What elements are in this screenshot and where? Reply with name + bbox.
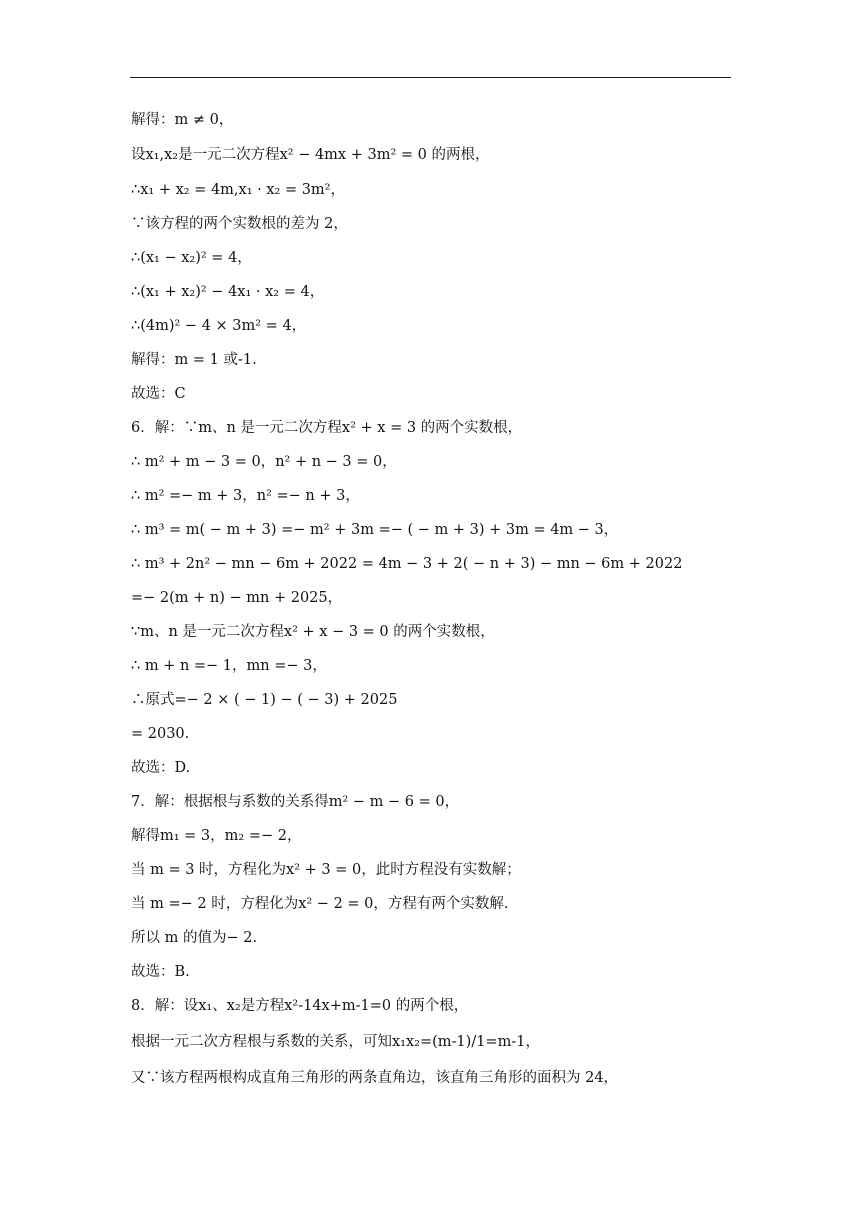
text-line: ∴ m + n =− 1，mn =− 3，	[131, 658, 327, 674]
text-line: 解得m₁ = 3，m₂ =− 2，	[131, 828, 302, 844]
header-rule	[130, 77, 731, 78]
text-line: ∵m、n 是一元二次方程x² + x − 3 = 0 的两个实数根，	[131, 624, 495, 640]
text-line: 6．解：∵m、n 是一元二次方程x² + x = 3 的两个实数根，	[131, 420, 523, 436]
text-line: 8．解：设x₁、x₂是方程x²-14x+m-1=0 的两个根，	[131, 998, 469, 1014]
text-line: ∴ m² + m − 3 = 0，n² + n − 3 = 0，	[131, 454, 397, 470]
text-line: ∴原式=− 2 × ( − 1) − ( − 3) + 2025	[131, 692, 398, 708]
text-line: ∴(x₁ + x₂)² − 4x₁ · x₂ = 4，	[131, 284, 325, 300]
text-line: 设x₁,x₂是一元二次方程x² − 4mx + 3m² = 0 的两根，	[131, 147, 490, 163]
text-line: 当 m =− 2 时，方程化为x² − 2 = 0，方程有两个实数解.	[131, 896, 509, 912]
text-line: ∴ m² =− m + 3，n² =− n + 3，	[131, 488, 360, 504]
text-line: 故选：B.	[131, 964, 190, 980]
text-line: ∴(4m)² − 4 × 3m² = 4，	[131, 318, 307, 334]
text-line: 故选：C	[131, 386, 186, 402]
text-line: 当 m = 3 时，方程化为x² + 3 = 0，此时方程没有实数解；	[131, 862, 521, 878]
text-line: =− 2(m + n) − mn + 2025，	[131, 590, 343, 606]
text-line: 所以 m 的值为− 2.	[131, 930, 258, 946]
text-line: ∴x₁ + x₂ = 4m,x₁ · x₂ = 3m²，	[131, 182, 345, 198]
text-line: 解得：m = 1 或-1.	[131, 352, 257, 368]
text-line: ∴(x₁ − x₂)² = 4，	[131, 250, 252, 266]
text-line: ∴ m³ = m( − m + 3) =− m² + 3m =− ( − m + 3) + 3m = 4m − 3，	[131, 522, 619, 538]
text-line: = 2030.	[131, 726, 190, 742]
text-line: 7．解：根据根与系数的关系得m² − m − 6 = 0，	[131, 794, 460, 810]
text-line: 又∵该方程两根构成直角三角形的两条直角边，该直角三角形的面积为 24，	[131, 1070, 619, 1086]
text-line: 故选：D.	[131, 760, 191, 776]
text-line: ∴ m³ + 2n² − mn − 6m + 2022 = 4m − 3 + 2( − n + 3) − mn − 6m + 2022	[131, 556, 683, 572]
text-line: 解得：m ≠ 0，	[131, 112, 234, 128]
text-line: 根据一元二次方程根与系数的关系，可知x₁x₂=(m-1)/1=m-1，	[131, 1034, 540, 1050]
text-line: ∵该方程的两个实数根的差为 2，	[131, 216, 348, 232]
